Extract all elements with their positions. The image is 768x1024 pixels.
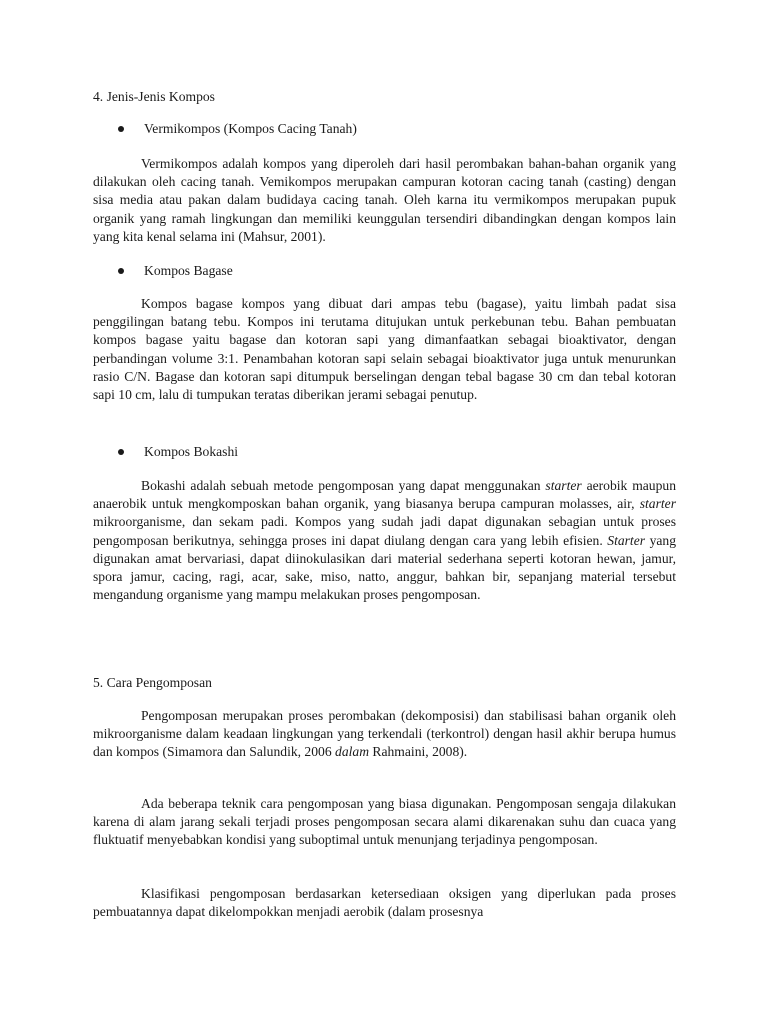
paragraph-vermikompos: Vermikompos adalah kompos yang diperoleh dari hasil perombakan bahan-bahan organik yang dilakukan oleh cacing tanah. Vemikompos merupakan campuran kotoran cacing tanah (casting) dengan sisa media atau pakan dalam budidaya cacing tanah. Oleh karna itu vermikompos merupakan pupuk organik yang ramah lingkungan dan memiliki keunggulan tersendiri dibandingkan dengan kompos lain yang kita kenal selama ini (Mahsur, 2001). <box>93 156 676 244</box>
emphasis-starter: Starter <box>607 532 646 548</box>
bullet-title: Kompos Bokashi <box>144 444 239 459</box>
emphasis-dalam: dalam <box>335 744 370 760</box>
text-run: yang digunakan amat bervariasi, dapat diinokulasikan dari material sederhana seperti kotoran hewan, jamur, spora jamur, cacing, ragi, acar, sake, miso, natto, anggur, bahkan bir, sepanjang material tersebut mengandung organisme yang mampu melakukan proses pengomposan. <box>93 532 676 603</box>
bullet-item-vermikompos <box>118 120 357 138</box>
text-run: Pengomposan merupakan proses perombakan (dekomposisi) dan stabilisasi bahan organik oleh mikroorganisme dalam keadaan lingkungan yang terkendali (terkontrol) dengan hasil akhir berupa humus dan kompos (Simamora dan Salundik, 2006 <box>93 708 676 760</box>
bullet-title: Vermikompos (Kompos Cacing Tanah) <box>144 121 357 136</box>
text-run: aerobik maupun anaerobik untuk mengkomposkan bahan organik, yang biasanya berupa campuran molasses, air, <box>93 478 676 512</box>
emphasis-starter: starter <box>639 496 676 512</box>
text-run: mikroorganisme, dan sekam padi. Kompos yang sudah jadi dapat digunakan sebagian untuk proses pengomposan berikutnya, sehingga proses ini dapat diulang dengan cara yang lebih efisien. <box>93 514 676 548</box>
emphasis-starter: starter <box>545 478 582 493</box>
bullet-title: Kompos Bagase <box>144 263 233 278</box>
text-run: Bokashi adalah sebuah metode pengomposan yang dapat menggunakan <box>141 478 546 493</box>
bullet-icon <box>118 449 124 455</box>
paragraph-teknik: Ada beberapa teknik cara pengomposan yang biasa digunakan. Pengomposan sengaja dilakukan karena di alam jarang sekali terjadi proses pengomposan secara alami dikarenakan suhu dan cuaca yang fluktuatif menyebabkan kondisi yang suboptimal untuk menunjang terjadinya pengomposan. <box>93 796 676 848</box>
paragraph-bagase: Kompos bagase kompos yang dibuat dari ampas tebu (bagase), yaitu limbah padat sisa penggilingan batang tebu. Kompos ini terutama ditujukan untuk perkebunan tebu. Bahan pembuatan kompos bagase yaitu bagase dan kotoran sapi yang dimanfaatkan sebagai bioaktivator, dengan perbandingan volume 3:1. Penambahan kotoran sapi selain sebagai bioaktivator juga untuk menurunkan rasio C/N. Bagase dan kotoran sapi ditumpuk berselingan dengan tebal bagase 30 cm dan tebal kotoran sapi 10 cm, lalu di tumpukan teratas diberikan jerami sebagai penutup. <box>93 296 676 403</box>
section-4-heading: 4. Jenis-Jenis Kompos <box>93 89 215 104</box>
bullet-icon <box>118 126 124 132</box>
bullet-item-bokashi <box>118 443 238 461</box>
bullet-item-bagase <box>118 262 233 280</box>
paragraph-pengomposan <box>93 707 676 762</box>
paragraph-bokashi <box>93 477 676 604</box>
paragraph-klasifikasi: Klasifikasi pengomposan berdasarkan ketersediaan oksigen yang diperlukan pada proses pembuatannya dapat dikelompokkan menjadi aerobik (dalam prosesnya <box>93 886 676 920</box>
bullet-icon <box>118 268 124 274</box>
section-5-heading: 5. Cara Pengomposan <box>93 675 212 690</box>
text-run: Rahmaini, 2008). <box>369 744 468 760</box>
